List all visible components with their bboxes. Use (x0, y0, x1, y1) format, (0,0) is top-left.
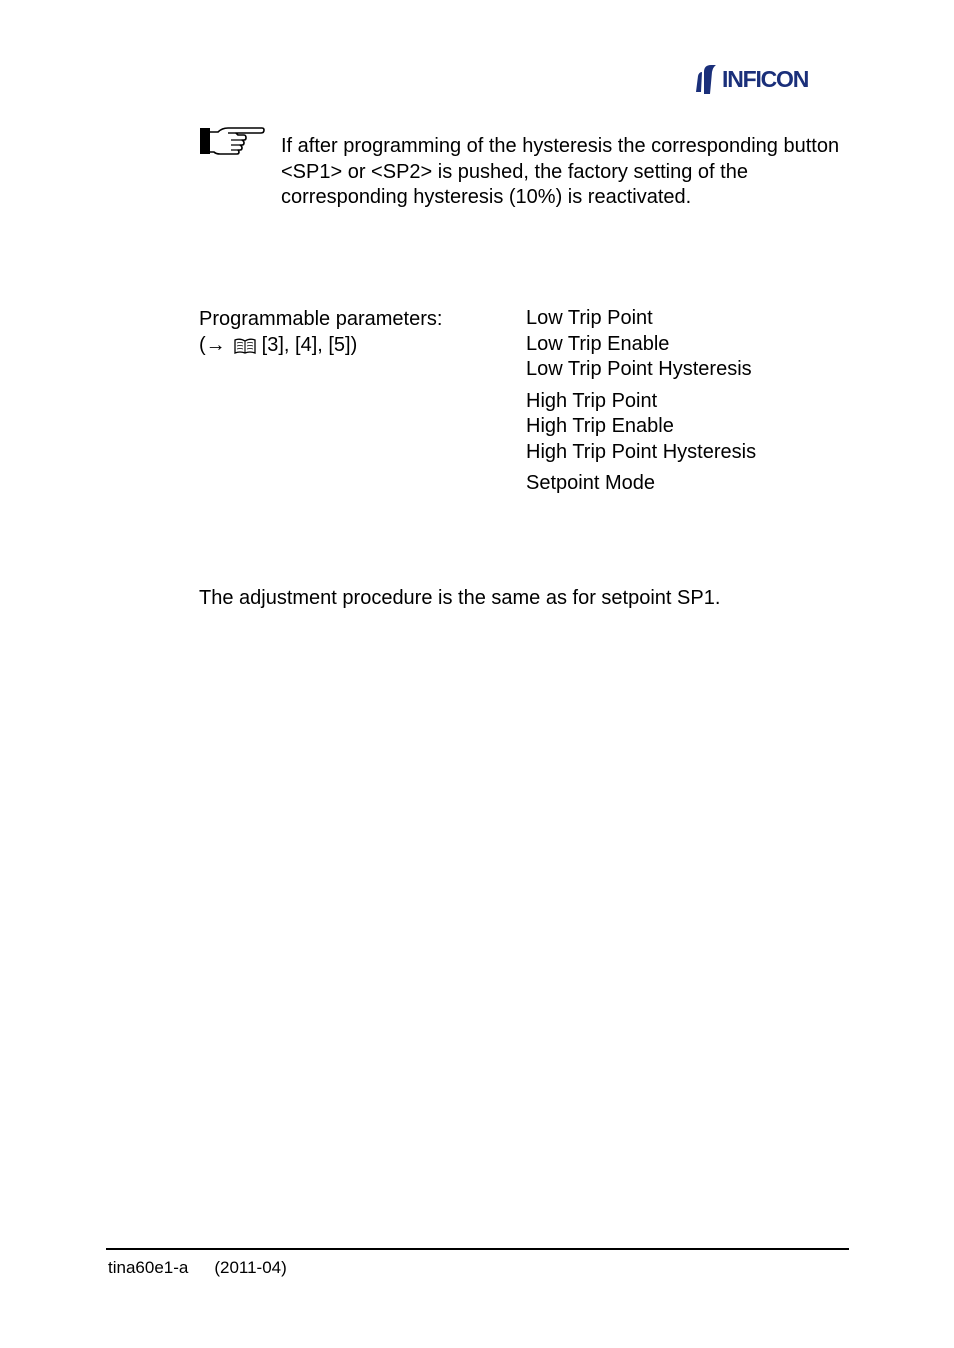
pointing-hand-icon (198, 126, 266, 158)
parameters-label-block (199, 306, 442, 358)
logo-text: INFICON (722, 66, 809, 92)
inficon-logo (694, 62, 846, 96)
closing-paragraph: The adjustment procedure is the same as for setpoint SP1. (199, 587, 721, 609)
footer-divider (106, 1248, 849, 1250)
list-item: High Trip Point (526, 389, 658, 412)
reference-line (199, 332, 442, 358)
reference-list: [3], [4], [5]) (261, 334, 358, 356)
footer (108, 1258, 287, 1278)
list-item: High Trip Point Hysteresis (526, 440, 757, 463)
parameters-list (526, 306, 756, 503)
document-id: tina60e1-a (108, 1258, 189, 1277)
book-icon (234, 336, 256, 354)
inficon-swoosh-icon (694, 62, 722, 96)
list-item: Setpoint Mode (526, 472, 655, 494)
document-date: (2011-04) (214, 1258, 287, 1277)
high-trip-group (526, 389, 756, 466)
parameters-label: Programmable parameters: (199, 308, 443, 330)
low-trip-group (526, 306, 756, 383)
list-item: Low Trip Point (526, 307, 653, 329)
reference-prefix: (→ (199, 334, 226, 356)
setpoint-mode-group (526, 471, 756, 497)
list-item: High Trip Enable (526, 415, 674, 437)
note-paragraph: If after programming of the hysteresis the corresponding button <SP1> or <SP2> is pushed, the factory setting of the corresponding hysteresis (10%) is reactivated. (281, 135, 840, 208)
list-item: Low Trip Enable (526, 332, 670, 355)
list-item: Low Trip Point Hysteresis (526, 358, 752, 380)
